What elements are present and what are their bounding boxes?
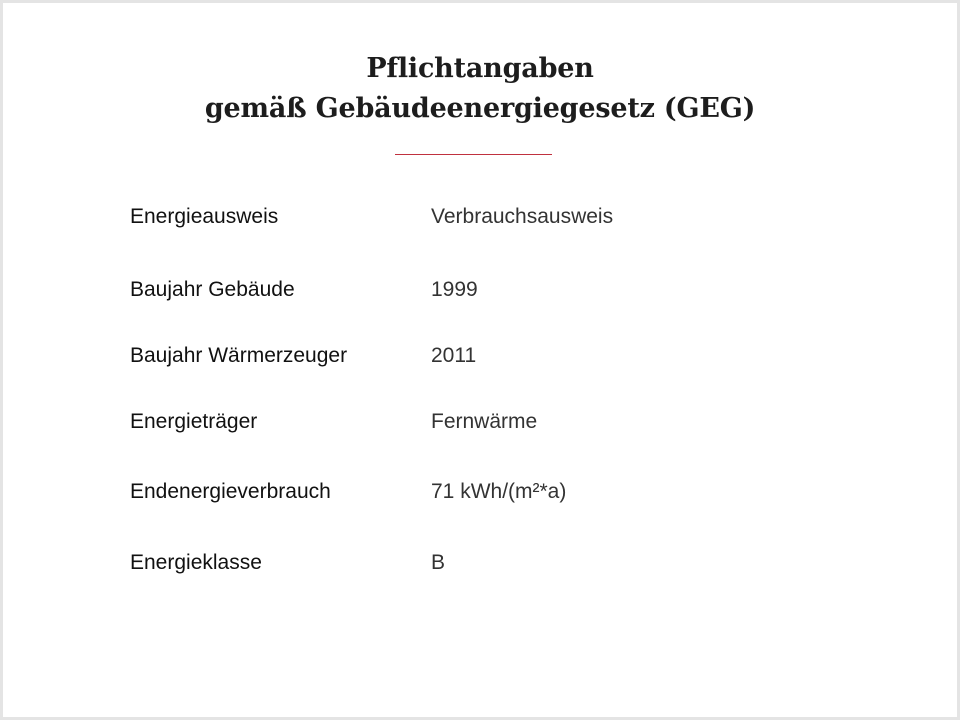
row-label: Energieausweis	[130, 205, 279, 228]
info-row-energieklasse	[130, 548, 890, 578]
info-row-energieausweis	[130, 202, 890, 232]
title-line-1: Pflichtangaben	[366, 53, 594, 84]
info-row-baujahr-gebaeude	[130, 275, 890, 305]
row-label: Baujahr Gebäude	[130, 278, 295, 301]
title-line-2: gemäß Gebäudeenergiegesetz (GEG)	[204, 93, 756, 124]
row-label: Baujahr Wärmerzeuger	[130, 344, 348, 367]
row-value: B	[431, 551, 446, 574]
geg-info-card	[3, 3, 957, 717]
title-divider	[395, 154, 552, 155]
page-title	[3, 49, 957, 129]
row-label: Energieträger	[130, 410, 258, 433]
row-value: 1999	[431, 278, 478, 301]
row-value: 2011	[431, 344, 477, 367]
row-value: 71 kWh/(m²*a)	[431, 480, 567, 503]
row-value: Verbrauchsausweis	[431, 205, 614, 228]
info-row-baujahr-waermerzeuger	[130, 341, 890, 371]
row-value: Fernwärme	[431, 410, 538, 433]
info-row-energietraeger	[130, 407, 890, 437]
info-row-endenergieverbrauch	[130, 477, 890, 507]
row-label: Energieklasse	[130, 551, 262, 574]
row-label: Endenergieverbrauch	[130, 480, 331, 503]
